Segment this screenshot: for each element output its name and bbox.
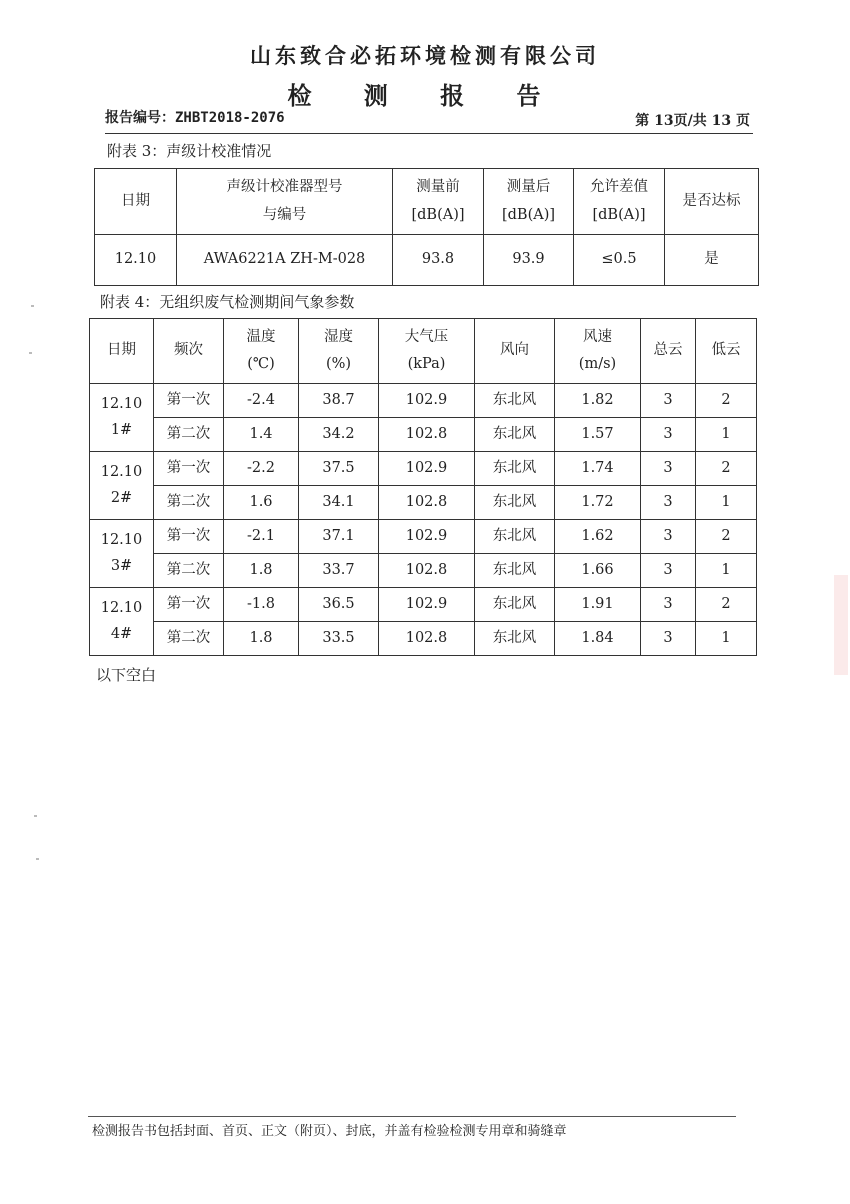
table-row [90, 452, 757, 486]
header-model-line1: 声级计校准器型号 [226, 179, 343, 196]
header-humidity-line2: (%) [325, 356, 352, 372]
header-diff-line2: [dB(A)] [592, 206, 646, 223]
cell-humidity: 37.5 [299, 452, 379, 486]
header-wind-direction: 风向 [475, 319, 555, 384]
cell-frequency: 第一次 [154, 452, 224, 486]
header-low-cloud: 低云 [696, 319, 757, 384]
cell-model: AWA6221A ZH-M-028 [177, 235, 393, 286]
cell-wind-speed: 1.91 [555, 588, 641, 622]
cell-total-cloud: 3 [641, 486, 696, 520]
header-humidity [299, 319, 379, 384]
blank-below-note: 以下空白 [96, 666, 157, 684]
header-model-line2: 与编号 [262, 206, 307, 223]
table-row [95, 235, 759, 286]
cell-wind-direction: 东北风 [475, 418, 555, 452]
cell-humidity: 33.5 [299, 622, 379, 656]
cell-temperature: -1.8 [224, 588, 299, 622]
cell-temperature: 1.8 [224, 622, 299, 656]
cell-wind-direction: 东北风 [475, 452, 555, 486]
cell-frequency: 第二次 [154, 486, 224, 520]
cell-total-cloud: 3 [641, 554, 696, 588]
header-temperature-line1: 温度 [246, 328, 276, 345]
cell-pressure: 102.8 [379, 554, 475, 588]
table-row [90, 622, 757, 656]
cell-total-cloud: 3 [641, 520, 696, 554]
header-frequency: 频次 [154, 319, 224, 384]
cell-pressure: 102.8 [379, 486, 475, 520]
cell-frequency: 第一次 [154, 520, 224, 554]
cell-temperature: 1.4 [224, 418, 299, 452]
cell-total-cloud: 3 [641, 452, 696, 486]
header-total-cloud: 总云 [641, 319, 696, 384]
scan-speck [34, 815, 37, 817]
cell-diff: ≤0.5 [574, 235, 665, 286]
header-date: 日期 [90, 319, 154, 384]
header-pressure-line1: 大气压 [404, 328, 449, 345]
cell-pressure: 102.9 [379, 520, 475, 554]
cell-wind-direction: 东北风 [475, 384, 555, 418]
report-number: 报告编号：ZHBT2018-2076 [105, 110, 285, 126]
header-before [393, 169, 484, 235]
header-humidity-line1: 湿度 [324, 328, 353, 345]
cell-pressure: 102.9 [379, 384, 475, 418]
cell-pressure: 102.8 [379, 418, 475, 452]
cell-temperature: -2.1 [224, 520, 299, 554]
cell-total-cloud: 3 [641, 588, 696, 622]
cell-wind-speed: 1.66 [555, 554, 641, 588]
cell-pressure: 102.9 [379, 588, 475, 622]
cell-wind-direction: 东北风 [475, 622, 555, 656]
cell-humidity: 38.7 [299, 384, 379, 418]
cell-date-site [90, 588, 154, 656]
cell-site: 3# [110, 557, 133, 574]
cell-date: 12.10 [100, 532, 143, 549]
cell-temperature: -2.4 [224, 384, 299, 418]
header-pass: 是否达标 [665, 169, 759, 235]
table-row [90, 520, 757, 554]
cell-date: 12.10 [100, 396, 143, 413]
header-diff-line1: 允许差值 [590, 179, 648, 196]
cell-frequency: 第二次 [154, 622, 224, 656]
cell-frequency: 第二次 [154, 554, 224, 588]
cell-site: 2# [110, 489, 133, 506]
cell-low-cloud: 2 [696, 384, 757, 418]
scan-speck [31, 305, 34, 307]
header-pressure [379, 319, 475, 384]
report-title: 检 测 报 告 [287, 81, 563, 110]
cell-site: 4# [110, 625, 133, 642]
cell-humidity: 34.1 [299, 486, 379, 520]
header-temperature-line2: (℃) [247, 356, 275, 372]
footer-note: 检测报告书包括封面、首页、正文（附页）、封底，并盖有检验检测专用章和骑缝章 [92, 1124, 567, 1139]
header-temperature [224, 319, 299, 384]
scan-speck [29, 352, 32, 354]
cell-humidity: 33.7 [299, 554, 379, 588]
weather-table [89, 318, 757, 656]
cell-frequency: 第一次 [154, 384, 224, 418]
cell-wind-direction: 东北风 [475, 520, 555, 554]
header-after [484, 169, 574, 235]
cell-wind-speed: 1.74 [555, 452, 641, 486]
cell-temperature: 1.8 [224, 554, 299, 588]
cell-frequency: 第二次 [154, 418, 224, 452]
cell-low-cloud: 1 [696, 554, 757, 588]
header-diff [574, 169, 665, 235]
cell-low-cloud: 1 [696, 486, 757, 520]
cell-low-cloud: 1 [696, 418, 757, 452]
cell-before: 93.8 [393, 235, 484, 286]
table-row [90, 418, 757, 452]
cell-after: 93.9 [484, 235, 574, 286]
cell-wind-direction: 东北风 [475, 486, 555, 520]
table4-caption: 附表 4：无组织废气检测期间气象参数 [100, 293, 355, 311]
cell-wind-speed: 1.57 [555, 418, 641, 452]
cell-date: 12.10 [100, 464, 143, 481]
seal-edge-mark [834, 575, 848, 675]
cell-date: 12.10 [100, 600, 143, 617]
calibration-header-row [95, 169, 759, 235]
cell-humidity: 34.2 [299, 418, 379, 452]
header-wind-speed-line1: 风速 [583, 328, 612, 345]
table3-caption: 附表 3：声级计校准情况 [107, 142, 272, 160]
cell-wind-direction: 东北风 [475, 588, 555, 622]
cell-low-cloud: 2 [696, 452, 757, 486]
cell-temperature: -2.2 [224, 452, 299, 486]
cell-wind-speed: 1.84 [555, 622, 641, 656]
header-before-line2: [dB(A)] [411, 206, 465, 223]
cell-pass: 是 [665, 235, 759, 286]
cell-wind-speed: 1.72 [555, 486, 641, 520]
weather-header-row [90, 319, 757, 384]
cell-site: 1# [110, 421, 133, 438]
cell-low-cloud: 2 [696, 588, 757, 622]
calibration-table [94, 168, 759, 286]
page-indicator: 第 13页/共 13 页 [635, 113, 750, 129]
header-date: 日期 [95, 169, 177, 235]
header-pressure-line2: (kPa) [407, 356, 446, 372]
header-divider [105, 133, 753, 134]
cell-low-cloud: 1 [696, 622, 757, 656]
scan-speck [36, 858, 39, 860]
cell-date: 12.10 [95, 235, 177, 286]
header-after-line1: 测量后 [506, 179, 551, 196]
footer-divider [88, 1116, 736, 1117]
table-row [90, 384, 757, 418]
company-name: 山东致合必拓环境检测有限公司 [250, 43, 600, 68]
cell-wind-direction: 东北风 [475, 554, 555, 588]
table-row [90, 554, 757, 588]
header-wind-speed [555, 319, 641, 384]
cell-wind-speed: 1.62 [555, 520, 641, 554]
cell-temperature: 1.6 [224, 486, 299, 520]
cell-date-site [90, 384, 154, 452]
table-row [90, 588, 757, 622]
header-after-line2: [dB(A)] [501, 206, 556, 223]
cell-pressure: 102.9 [379, 452, 475, 486]
header-before-line1: 测量前 [416, 179, 460, 196]
cell-total-cloud: 3 [641, 384, 696, 418]
cell-humidity: 37.1 [299, 520, 379, 554]
cell-total-cloud: 3 [641, 622, 696, 656]
cell-date-site [90, 520, 154, 588]
cell-total-cloud: 3 [641, 418, 696, 452]
cell-date-site [90, 452, 154, 520]
cell-low-cloud: 2 [696, 520, 757, 554]
cell-frequency: 第一次 [154, 588, 224, 622]
cell-humidity: 36.5 [299, 588, 379, 622]
table-row [90, 486, 757, 520]
cell-wind-speed: 1.82 [555, 384, 641, 418]
header-wind-speed-line2: (m/s) [578, 356, 617, 372]
header-model [177, 169, 393, 235]
cell-pressure: 102.8 [379, 622, 475, 656]
